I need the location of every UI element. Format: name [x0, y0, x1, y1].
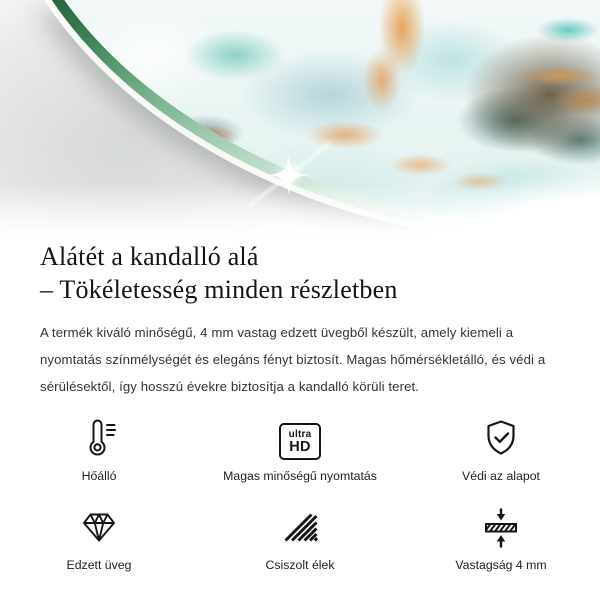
feature-thickness [426, 501, 576, 572]
ultra-hd-badge-bottom: HD [289, 438, 311, 455]
feature-label: Védi az alapot [462, 469, 540, 484]
thickness-icon [479, 501, 523, 549]
feature-label: Vastagság 4 mm [455, 558, 547, 573]
polished-edges-icon [278, 501, 322, 549]
page-title-line1: Alátét a kandalló alá [40, 242, 259, 271]
feature-label: Magas minőségű nyomtatás [223, 469, 377, 484]
feature-label: Csiszolt élek [265, 558, 335, 573]
ultra-hd-icon [279, 412, 321, 460]
product-description-section [0, 241, 600, 572]
feature-label: Hőálló [81, 469, 117, 484]
product-image-section [0, 0, 600, 235]
thermometer-icon [77, 412, 121, 460]
features-grid [24, 412, 576, 572]
feature-label: Edzett üveg [66, 558, 132, 573]
ultra-hd-badge-top: ultra [288, 428, 312, 440]
feature-base-protection [426, 412, 576, 483]
diamond-icon [77, 501, 121, 549]
feature-heat-resistant [24, 412, 174, 483]
page-title-line2: – Tökéletesség minden részletben [40, 274, 398, 304]
shield-check-icon [479, 412, 523, 460]
page-title [40, 241, 560, 306]
glass-hearth-pad-photo [0, 0, 600, 235]
product-description: A termék kiváló minőségű, 4 mm vastag edzett üvegből készült, amely kiemeli a nyomtatás színmélységét és elegáns fényt biztosít. Magas hőmérsékletálló, és védi a sérülésektől, így hosszú évekre biztosítja a kandalló körüli teret. [40, 325, 546, 395]
feature-polished-edges [225, 501, 375, 572]
feature-tempered-glass [24, 501, 174, 572]
feature-print-quality [225, 412, 375, 483]
